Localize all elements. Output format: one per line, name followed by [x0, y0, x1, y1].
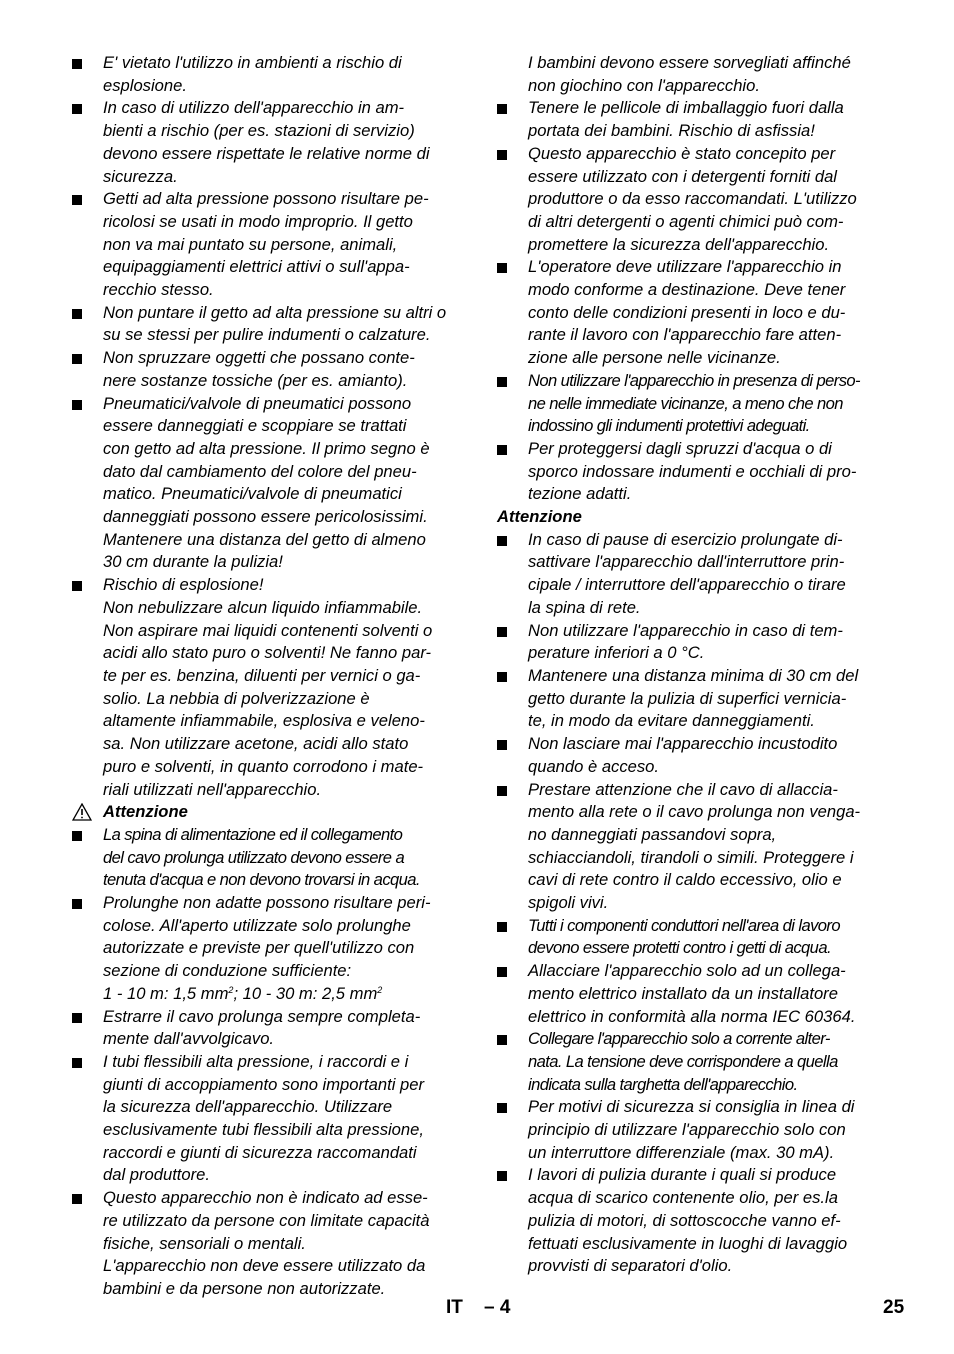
bullet-item	[497, 779, 889, 915]
text-line: sattivare l'apparecchio dall'interruttore prin-	[528, 552, 845, 572]
bullet-item	[497, 256, 889, 370]
bullet-item	[497, 1096, 889, 1164]
text-line: provvisti di separatori d'olio.	[528, 1256, 733, 1276]
spec-a-sup: 2	[228, 984, 234, 995]
text-line: indicata sulla targhetta dell'apparecchio.	[528, 1074, 798, 1094]
text-line: un interruttore differenziale (max. 30 mA).	[528, 1142, 835, 1162]
text-line: sporco indossare indumenti e occhiali di pro-	[528, 461, 857, 481]
bullet-square	[497, 377, 507, 387]
text-line: Non lasciare mai l'apparecchio incustodito	[528, 734, 838, 754]
text-line: raccordi e giunti di sicurezza raccomandati	[103, 1142, 417, 1162]
text-line: getto durante la pulizia di superfici vernicia-	[528, 688, 847, 708]
text-line: ricolosi se usati in modo improprio. Il getto	[103, 211, 413, 231]
text-line: Prolunghe non adatte possono risultare peri-	[103, 893, 431, 913]
text-line: zione alle persone nelle vicinanze.	[528, 348, 781, 368]
right-narrow-3	[497, 1028, 889, 1096]
text-line: Rischio di esplosione!	[103, 575, 264, 595]
bullet-item	[72, 52, 464, 97]
bullet-item	[72, 302, 464, 347]
text-line: nata. La tensione deve corrispondere a quella	[528, 1051, 838, 1071]
text-line: non va mai puntato su persone, animali,	[103, 234, 398, 254]
text-line: La spina di alimentazione ed il collegamento	[103, 824, 403, 844]
attention-heading-right	[497, 506, 889, 529]
bullet-item	[497, 665, 889, 733]
text-line: equipaggiamenti elettrici attivi o sull'appa-	[103, 257, 410, 277]
bullet-item	[72, 97, 464, 188]
bullet-item	[497, 960, 889, 1028]
footer-language: IT	[446, 1297, 463, 1318]
right-items-3	[497, 960, 889, 1028]
bullet-square	[497, 1103, 507, 1113]
text-line: indossino gli indumenti protettivi adeguati.	[528, 416, 810, 436]
bullet-item	[497, 620, 889, 665]
text-line: schiacciandoli, tirandoli o simili. Proteggere i	[528, 847, 854, 867]
text-line: fisiche, sensoriali o mentali.	[103, 1233, 306, 1253]
bullet-item	[497, 1028, 889, 1096]
bullet-square	[497, 150, 507, 160]
text-line: nere sostanze tossiche (per es. amianto).	[103, 370, 408, 390]
text-line: Non puntare il getto ad alta pressione su altri o	[103, 302, 447, 322]
text-line: la spina di rete.	[528, 597, 641, 617]
text-line: produttore o da esso raccomandati. L'utilizzo	[528, 189, 857, 209]
text-line: Non nebulizzare alcun liquido infiammabile.	[103, 597, 423, 617]
text-line: di altri detergenti o agenti chimici può com-	[528, 211, 844, 231]
text-line: danneggiati possono essere pericolosissimi.	[103, 507, 428, 527]
text-line: I tubi flessibili alta pressione, i raccordi e i	[103, 1051, 409, 1071]
bullet-square	[497, 263, 507, 273]
attention-label-left: Attenzione	[103, 802, 188, 822]
text-line: non giochino con l'apparecchio.	[528, 75, 760, 95]
text-line: tenuta d'acqua e non devono trovarsi in acqua.	[103, 870, 420, 890]
attention-heading-left	[72, 801, 464, 824]
text-line: conto delle condizioni presenti in loco e du-	[528, 302, 846, 322]
text-line: quando è acceso.	[528, 756, 660, 776]
footer-page-number: 25	[883, 1297, 905, 1318]
extension-lines	[103, 892, 464, 983]
text-line: acidi allo stato puro o solventi! Ne fanno par-	[103, 643, 432, 663]
bullet-item	[497, 97, 889, 142]
bullet-item	[72, 1006, 464, 1051]
text-line: Non spruzzare oggetti che possano conte-	[103, 348, 415, 368]
text-line: Per motivi di sicurezza si consiglia in linea di	[528, 1097, 855, 1117]
bullet-square	[72, 581, 82, 591]
text-line: puro e solventi, in quanto corrodono i mate-	[103, 756, 424, 776]
bullet-item	[497, 1164, 889, 1278]
text-line: giunti di accoppiamento sono importanti per	[103, 1074, 425, 1094]
text-line: Questo apparecchio non è indicato ad esse-	[103, 1188, 428, 1208]
text-line: la sicurezza dell'apparecchio. Utilizzare	[103, 1097, 393, 1117]
text-line: mente dall'avvolgicavo.	[103, 1029, 275, 1049]
text-line: principio di utilizzare l'apparecchio solo con	[528, 1120, 846, 1140]
spec-b-sup: 2	[377, 984, 383, 995]
bullet-item	[72, 1187, 464, 1301]
text-line: Tenere le pellicole di imballaggio fuori dalla	[528, 98, 844, 118]
text-line: sa. Non utilizzare acetone, acidi allo stato	[103, 734, 409, 754]
bullet-square	[72, 400, 82, 410]
bullet-square	[497, 445, 507, 455]
text-line: matico. Pneumatici/valvole di pneumatici	[103, 484, 402, 504]
bullet-square	[497, 536, 507, 546]
text-line: mento elettrico installato da un installatore	[528, 983, 838, 1003]
text-line: cavi di rete contro il caldo eccessivo, olio e	[528, 870, 842, 890]
text-line: riali utilizzati nell'apparecchio.	[103, 779, 322, 799]
bullet-square	[497, 786, 507, 796]
bullet-item	[497, 143, 889, 257]
bullet-square	[497, 967, 507, 977]
text-line: del cavo prolunga utilizzato devono essere a	[103, 847, 405, 867]
left-items-1	[72, 52, 464, 801]
bullet-item	[72, 574, 464, 801]
right-column	[497, 52, 889, 1278]
text-line: Non utilizzare l'apparecchio in caso di tem-	[528, 620, 843, 640]
spec-a: 1 - 10 m: 1,5 mm	[103, 983, 229, 1003]
right-items-4	[497, 1096, 889, 1278]
text-line: Allacciare l'apparecchio solo ad un collega-	[528, 961, 846, 981]
text-line: esclusivamente tubi flessibili alta pressione,	[103, 1120, 424, 1140]
bullet-item	[497, 529, 889, 620]
bullet-item	[497, 915, 889, 960]
text-line: autorizzate e previste per quell'utilizzo con	[103, 938, 415, 958]
bullet-item	[497, 438, 889, 506]
bullet-square	[72, 1058, 82, 1068]
text-line: su se stessi per pulire indumenti o calzature.	[103, 325, 431, 345]
text-line: bienti a rischio (per es. stazioni di servizio)	[103, 121, 415, 141]
text-line: dal produttore.	[103, 1165, 211, 1185]
bullet-square	[72, 195, 82, 205]
text-line: Mantenere una distanza del getto di almeno	[103, 529, 426, 549]
right-items-1	[497, 97, 889, 369]
bullet-square	[72, 104, 82, 114]
text-line: E' vietato l'utilizzo in ambienti a rischio di	[103, 53, 402, 72]
continuation-text	[497, 52, 889, 97]
bullet-item	[72, 347, 464, 392]
text-line: Collegare l'apparecchio solo a corrente alter-	[528, 1029, 830, 1049]
text-line: solio. La nebbia di polverizzazione è	[103, 688, 370, 708]
cable-item	[72, 824, 464, 892]
right-protect	[497, 438, 889, 506]
extension-spec	[103, 983, 464, 1006]
text-line: ne nelle immediate vicinanze, a meno che non	[528, 393, 843, 413]
left-items-2	[72, 1006, 464, 1301]
bullet-square	[497, 740, 507, 750]
bullet-square	[72, 1194, 82, 1204]
text-line: Non utilizzare l'apparecchio in presenza di perso-	[528, 370, 860, 390]
right-narrow-2	[497, 915, 889, 960]
bullet-item	[72, 188, 464, 302]
text-line: In caso di pause di esercizio prolungate di-	[528, 529, 843, 549]
text-line: te per es. benzina, diluenti per vernici o ga-	[103, 665, 421, 685]
left-column	[72, 52, 464, 1301]
text-line: Prestare attenzione che il cavo di allaccia-	[528, 779, 838, 799]
bullet-square	[497, 104, 507, 114]
bullet-square	[72, 309, 82, 319]
warning-triangle-icon	[72, 803, 92, 821]
text-line: cipale / interruttore dell'apparecchio o tirare	[528, 575, 846, 595]
spec-b: ; 10 - 30 m: 2,5 mm	[233, 983, 378, 1003]
right-items-2	[497, 529, 889, 915]
text-line: colose. All'aperto utilizzate solo prolunghe	[103, 915, 411, 935]
attention-label-right: Attenzione	[497, 507, 582, 527]
bullet-square	[497, 922, 507, 932]
bullet-square	[72, 899, 82, 909]
text-line: modo conforme a destinazione. Deve tener	[528, 280, 846, 300]
text-line: Estrarre il cavo prolunga sempre completa-	[103, 1006, 421, 1026]
text-line: spigoli vivi.	[528, 893, 609, 913]
text-line: fettuati esclusivamente in luoghi di lavaggio	[528, 1233, 848, 1253]
text-line: devono essere protetti contro i getti di acqua.	[528, 938, 831, 958]
text-line: portata dei bambini. Rischio di asfissia!	[528, 121, 815, 141]
text-line: pulizia di motori, di sottoscocche vanno ef-	[528, 1210, 841, 1230]
bullet-square	[72, 831, 82, 841]
text-line: essere utilizzato con i detergenti forniti dal	[528, 166, 837, 186]
text-line: no danneggiati passandovi sopra,	[528, 824, 777, 844]
text-line: 30 cm durante la pulizia!	[103, 552, 283, 572]
right-narrow-1	[497, 370, 889, 438]
bullet-square	[72, 59, 82, 69]
text-line: promettere la sicurezza dell'apparecchio.	[528, 234, 830, 254]
text-line: L'operatore deve utilizzare l'apparecchio in	[528, 257, 842, 277]
text-line: sicurezza.	[103, 166, 178, 186]
text-line: I lavori di pulizia durante i quali si produce	[528, 1165, 837, 1185]
text-line: Per proteggersi dagli spruzzi d'acqua o di	[528, 438, 832, 458]
text-line: bambini e da persone non autorizzate.	[103, 1278, 386, 1298]
bullet-item	[497, 733, 889, 778]
extension-item	[72, 892, 464, 1006]
bullet-square	[497, 1035, 507, 1045]
text-line: Pneumatici/valvole di pneumatici possono	[103, 393, 412, 413]
text-line: re utilizzato da persone con limitate capacità	[103, 1210, 430, 1230]
text-line: Non aspirare mai liquidi contenenti solventi o	[103, 620, 433, 640]
bullet-item	[72, 393, 464, 575]
text-line: te, in modo da evitare danneggiamenti.	[528, 711, 815, 731]
text-line: elettrico in conformità alla norma IEC 60364.	[528, 1006, 856, 1026]
bullet-item	[72, 1051, 464, 1187]
bullet-square	[497, 627, 507, 637]
text-line: acqua di scarico contenente olio, per es.la	[528, 1188, 838, 1208]
text-line: Tutti i componenti conduttori nell'area di lavoro	[528, 915, 840, 935]
text-line: Getti ad alta pressione possono risultare pe-	[103, 189, 429, 209]
text-line: essere danneggiati e scoppiare se trattati	[103, 416, 407, 436]
text-line: sezione di conduzione sufficiente:	[103, 961, 352, 981]
bullet-item	[497, 370, 889, 438]
text-line: L'apparecchio non deve essere utilizzato da	[103, 1256, 426, 1276]
text-line: dato dal cambiamento del colore del pneu-	[103, 461, 417, 481]
text-line: con getto ad alta pressione. Il primo segno è	[103, 438, 430, 458]
bullet-square	[72, 1013, 82, 1023]
bullet-square	[497, 672, 507, 682]
text-line: Questo apparecchio è stato concepito per	[528, 143, 836, 163]
bullet-square	[497, 1171, 507, 1181]
text-line: I bambini devono essere sorvegliati affinché	[528, 53, 851, 72]
text-line: tezione adatti.	[528, 484, 632, 504]
text-line: esplosione.	[103, 75, 187, 95]
text-line: In caso di utilizzo dell'apparecchio in am-	[103, 98, 405, 118]
text-line: perature inferiori a 0 °C.	[528, 643, 705, 663]
footer-section-page: – 4	[484, 1297, 511, 1318]
text-line: mento alla rete o il cavo prolunga non venga-	[528, 802, 861, 822]
bullet-item	[72, 824, 464, 892]
text-line: altamente infiammabile, esplosiva e veleno-	[103, 711, 425, 731]
text-line: rante il lavoro con l'apparecchio fare atten-	[528, 325, 842, 345]
text-line: devono essere rispettate le relative norme di	[103, 143, 430, 163]
text-line: recchio stesso.	[103, 280, 214, 300]
bullet-square	[72, 354, 82, 364]
text-line: Mantenere una distanza minima di 30 cm del	[528, 665, 859, 685]
